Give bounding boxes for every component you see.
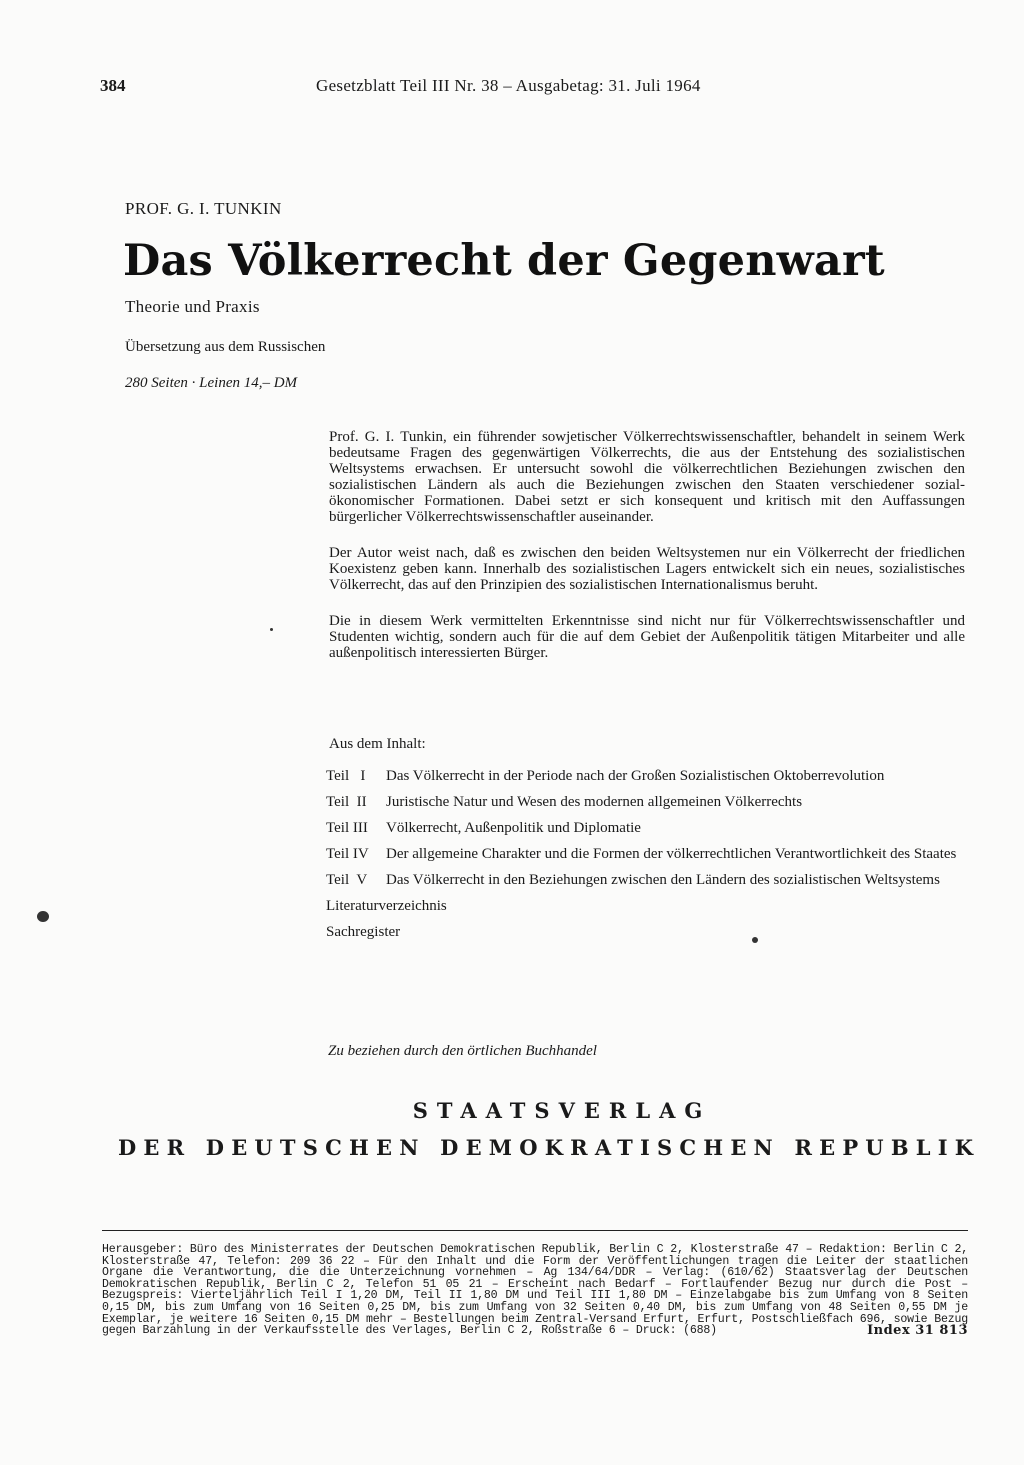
ink-speck xyxy=(752,937,758,943)
description-paragraph: Der Autor weist nach, daß es zwischen den beiden Weltsystemen nur ein Völkerrecht der friedlichen Koexistenz geben kann. Innerhalb des sozialistischen Lagers entwickelt sich ein neues, sozialistisches Völkerrecht, das auf den Prinzipien des sozialistischen Internationalismus beruht. xyxy=(329,545,965,593)
contents-item xyxy=(326,768,966,784)
part-label: Teil I xyxy=(326,768,366,784)
part-label: Teil IV xyxy=(326,846,369,862)
publisher-name: STAATSVERLAG xyxy=(412,1098,712,1123)
page-number: 384 xyxy=(100,76,126,95)
index-number: Index 31 813 xyxy=(867,1323,968,1339)
imprint xyxy=(102,1244,968,1337)
appendix-item: Literaturverzeichnis xyxy=(326,898,447,914)
part-title: Juristische Natur und Wesen des modernen allgemeinen Völkerrechts xyxy=(386,794,803,810)
contents-item xyxy=(326,872,966,888)
publisher-country: DER DEUTSCHEN DEMOKRATISCHEN REPUBLIK xyxy=(118,1135,981,1160)
book-description xyxy=(329,429,965,681)
part-label: Teil II xyxy=(326,794,367,810)
translation-note: Übersetzung aus dem Russischen xyxy=(125,339,326,355)
running-header: Gesetzblatt Teil III Nr. 38 – Ausgabetag: 31. Juli 1964 xyxy=(316,76,701,95)
book-title: Das Völkerrecht der Gegenwart xyxy=(123,236,885,286)
ink-speck xyxy=(270,628,273,631)
part-label: Teil V xyxy=(326,872,368,888)
contents-item xyxy=(326,846,966,862)
description-paragraph: Prof. G. I. Tunkin, ein führender sowjetischer Völkerrechtswissenschaftler, behandelt in seinem Werk bedeutsame Fragen des gegenwärtigen Völkerrechts, die aus der Entstehung des sozialistischen Weltsystems erwachsen. Er untersucht sowohl die völkerrechtlichen Beziehungen zwischen den sozialistischen Ländern als auch die Beziehungen zwischen den Staaten verschiedener sozial-ökonomischer Formationen. Dabei setzt er sich konsequent und kritisch mit den Auffassungen bürgerlicher Völkerrechtswissenschaftler auseinander. xyxy=(329,429,965,525)
book-author: PROF. G. I. TUNKIN xyxy=(125,199,282,218)
book-meta: 280 Seiten · Leinen 14,– DM xyxy=(125,375,298,391)
description-paragraph: Die in diesem Werk vermittelten Erkenntnisse sind nicht nur für Völkerrechtswissenschaftler und Studenten wichtig, sondern auch für die auf dem Gebiet der Außenpolitik tätigen Mitarbeiter und alle außenpolitisch interessierten Bürger. xyxy=(329,613,965,661)
divider xyxy=(102,1230,968,1231)
part-title: Das Völkerrecht in den Beziehungen zwischen den Ländern des sozialistischen Weltsystems xyxy=(386,872,940,888)
part-title: Das Völkerrecht in der Periode nach der Großen Sozialistischen Oktoberrevolution xyxy=(386,768,885,784)
contents-item xyxy=(326,820,966,836)
order-note: Zu beziehen durch den örtlichen Buchhandel xyxy=(328,1043,597,1059)
contents-item xyxy=(326,794,966,810)
contents-list xyxy=(326,768,966,950)
appendix-item: Sachregister xyxy=(326,924,401,940)
contents-heading: Aus dem Inhalt: xyxy=(329,736,426,752)
part-title: Der allgemeine Charakter und die Formen der völkerrechtlichen Verantwortlichkeit des Staates xyxy=(386,846,957,862)
part-title: Völkerrecht, Außenpolitik und Diplomatie xyxy=(386,820,641,836)
part-label: Teil III xyxy=(326,820,368,836)
ink-speck xyxy=(37,911,49,922)
book-subtitle: Theorie und Praxis xyxy=(125,297,260,316)
imprint-text: Herausgeber: Büro des Ministerrates der Deutschen Demokratischen Republik, Berlin C 2, Klosterstraße 47 – Redaktion: Berlin C 2, Klosterstraße 47, Telefon: 209 36 22 – Für den Inhalt und die Form der Veröffentlichungen tragen die Leiter der staatlichen Organe die Verantwortung, die die Unterzeichnung vornehmen – Ag 134/64/DDR – Verlag: (610/62) Staatsverlag der Deutschen Demokratischen Republik, Berlin C 2, Telefon 51 05 21 – Erscheint nach Bedarf – Fortlaufender Bezug nur durch die Post – Bezugspreis: Vierteljährlich Teil I 1,20 DM, Teil II 1,80 DM und Teil III 1,80 DM – Einzelabgabe bis zum Umfang von 8 Seiten 0,15 DM, bis zum Umfang von 16 Seiten 0,25 DM, bis zum Umfang von 32 Seiten 0,40 DM, bis zum Umfang von 48 Seiten 0,55 DM je Exemplar, je weitere 16 Seiten 0,15 DM mehr – Bestellungen beim Zentral-Versand Erfurt, Erfurt, Postschließfach 696, sowie Bezug gegen Barzahlung in der Verkaufsstelle des Verlages, Berlin C 2, Roßstraße 6 – Druck: (688) xyxy=(102,1243,968,1338)
